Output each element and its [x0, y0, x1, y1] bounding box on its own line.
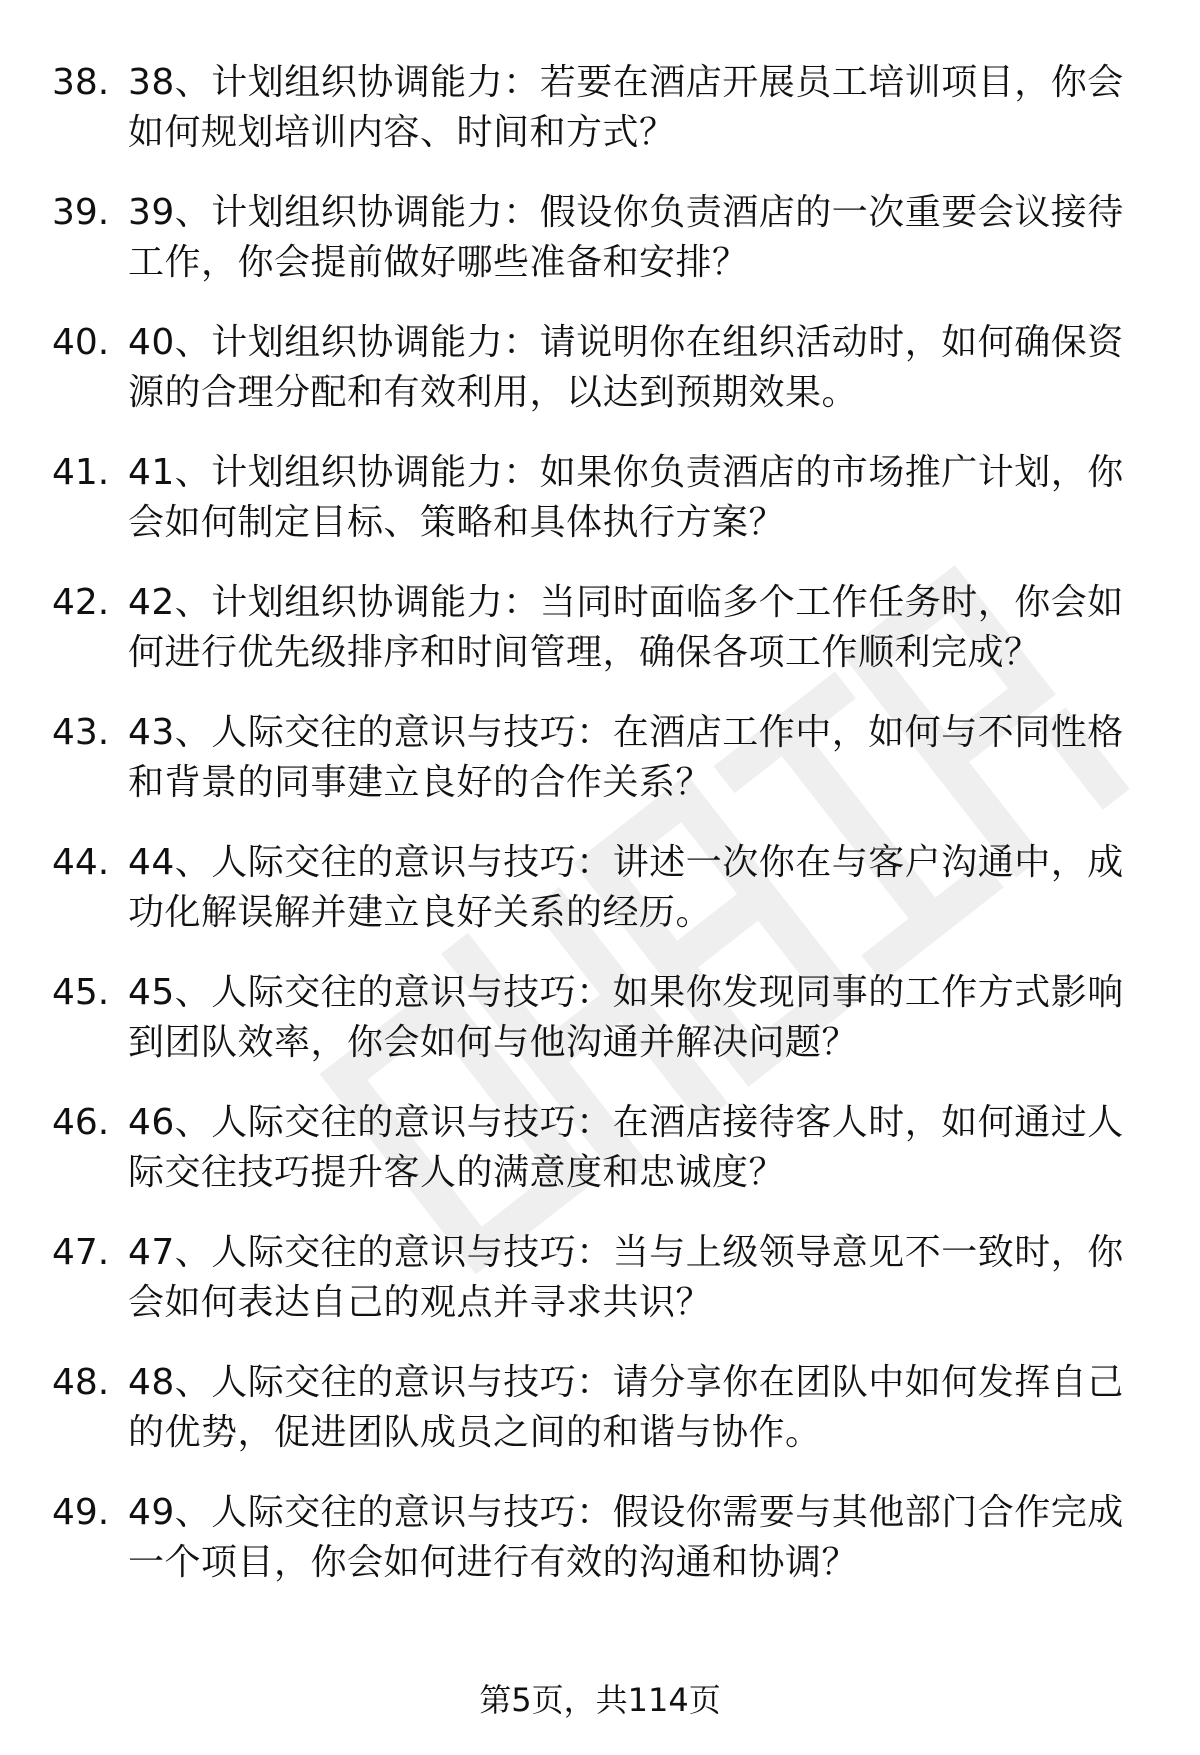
item-number: 44. — [52, 842, 110, 883]
item-text: 38、计划组织协调能力：若要在酒店开展员工培训项目，你会如何规划培训内容、时间和方式？ — [128, 62, 1124, 153]
item-number: 43. — [52, 712, 110, 753]
item-text: 45、人际交往的意识与技巧：如果你发现同事的工作方式影响到团队效率，你会如何与他沟通并解决问题？ — [128, 972, 1124, 1063]
item-number: 48. — [52, 1362, 110, 1403]
item-number: 49. — [52, 1492, 110, 1533]
question-list — [0, 58, 1200, 1618]
list-item — [0, 58, 1200, 188]
item-number: 46. — [52, 1102, 110, 1143]
list-item — [0, 968, 1200, 1098]
list-item — [0, 188, 1200, 318]
list-item — [0, 578, 1200, 708]
list-item — [0, 1228, 1200, 1358]
list-item — [0, 1358, 1200, 1488]
item-number: 45. — [52, 972, 110, 1013]
item-text: 44、人际交往的意识与技巧：讲述一次你在与客户沟通中，成功化解误解并建立良好关系的经历。 — [128, 842, 1124, 933]
item-number: 39. — [52, 192, 110, 233]
item-number: 47. — [52, 1232, 110, 1273]
list-item — [0, 708, 1200, 838]
item-number: 40. — [52, 322, 110, 363]
item-text: 42、计划组织协调能力：当同时面临多个工作任务时，你会如何进行优先级排序和时间管理，确保各项工作顺利完成？ — [128, 582, 1124, 673]
item-text: 41、计划组织协调能力：如果你负责酒店的市场推广计划，你会如何制定目标、策略和具体执行方案？ — [128, 452, 1124, 543]
item-text: 49、人际交往的意识与技巧：假设你需要与其他部门合作完成一个项目，你会如何进行有效的沟通和协调？ — [128, 1492, 1124, 1583]
item-number: 38. — [52, 62, 110, 103]
item-text: 48、人际交往的意识与技巧：请分享你在团队中如何发挥自己的优势，促进团队成员之间的和谐与协作。 — [128, 1362, 1124, 1453]
page-number-footer: 第5页，共114页 — [479, 1681, 721, 1719]
list-item — [0, 448, 1200, 578]
list-item — [0, 318, 1200, 448]
item-text: 40、计划组织协调能力：请说明你在组织活动时，如何确保资源的合理分配和有效利用，以达到预期效果。 — [128, 322, 1124, 413]
item-text: 47、人际交往的意识与技巧：当与上级领导意见不一致时，你会如何表达自己的观点并寻求共识？ — [128, 1232, 1124, 1323]
item-text: 46、人际交往的意识与技巧：在酒店接待客人时，如何通过人际交往技巧提升客人的满意度和忠诚度？ — [128, 1102, 1124, 1193]
list-item — [0, 1098, 1200, 1228]
item-text: 43、人际交往的意识与技巧：在酒店工作中，如何与不同性格和背景的同事建立良好的合作关系？ — [128, 712, 1124, 803]
item-number: 41. — [52, 452, 110, 493]
list-item — [0, 838, 1200, 968]
item-text: 39、计划组织协调能力：假设你负责酒店的一次重要会议接待工作，你会提前做好哪些准备和安排？ — [128, 192, 1124, 283]
list-item — [0, 1488, 1200, 1618]
item-number: 42. — [52, 582, 110, 623]
